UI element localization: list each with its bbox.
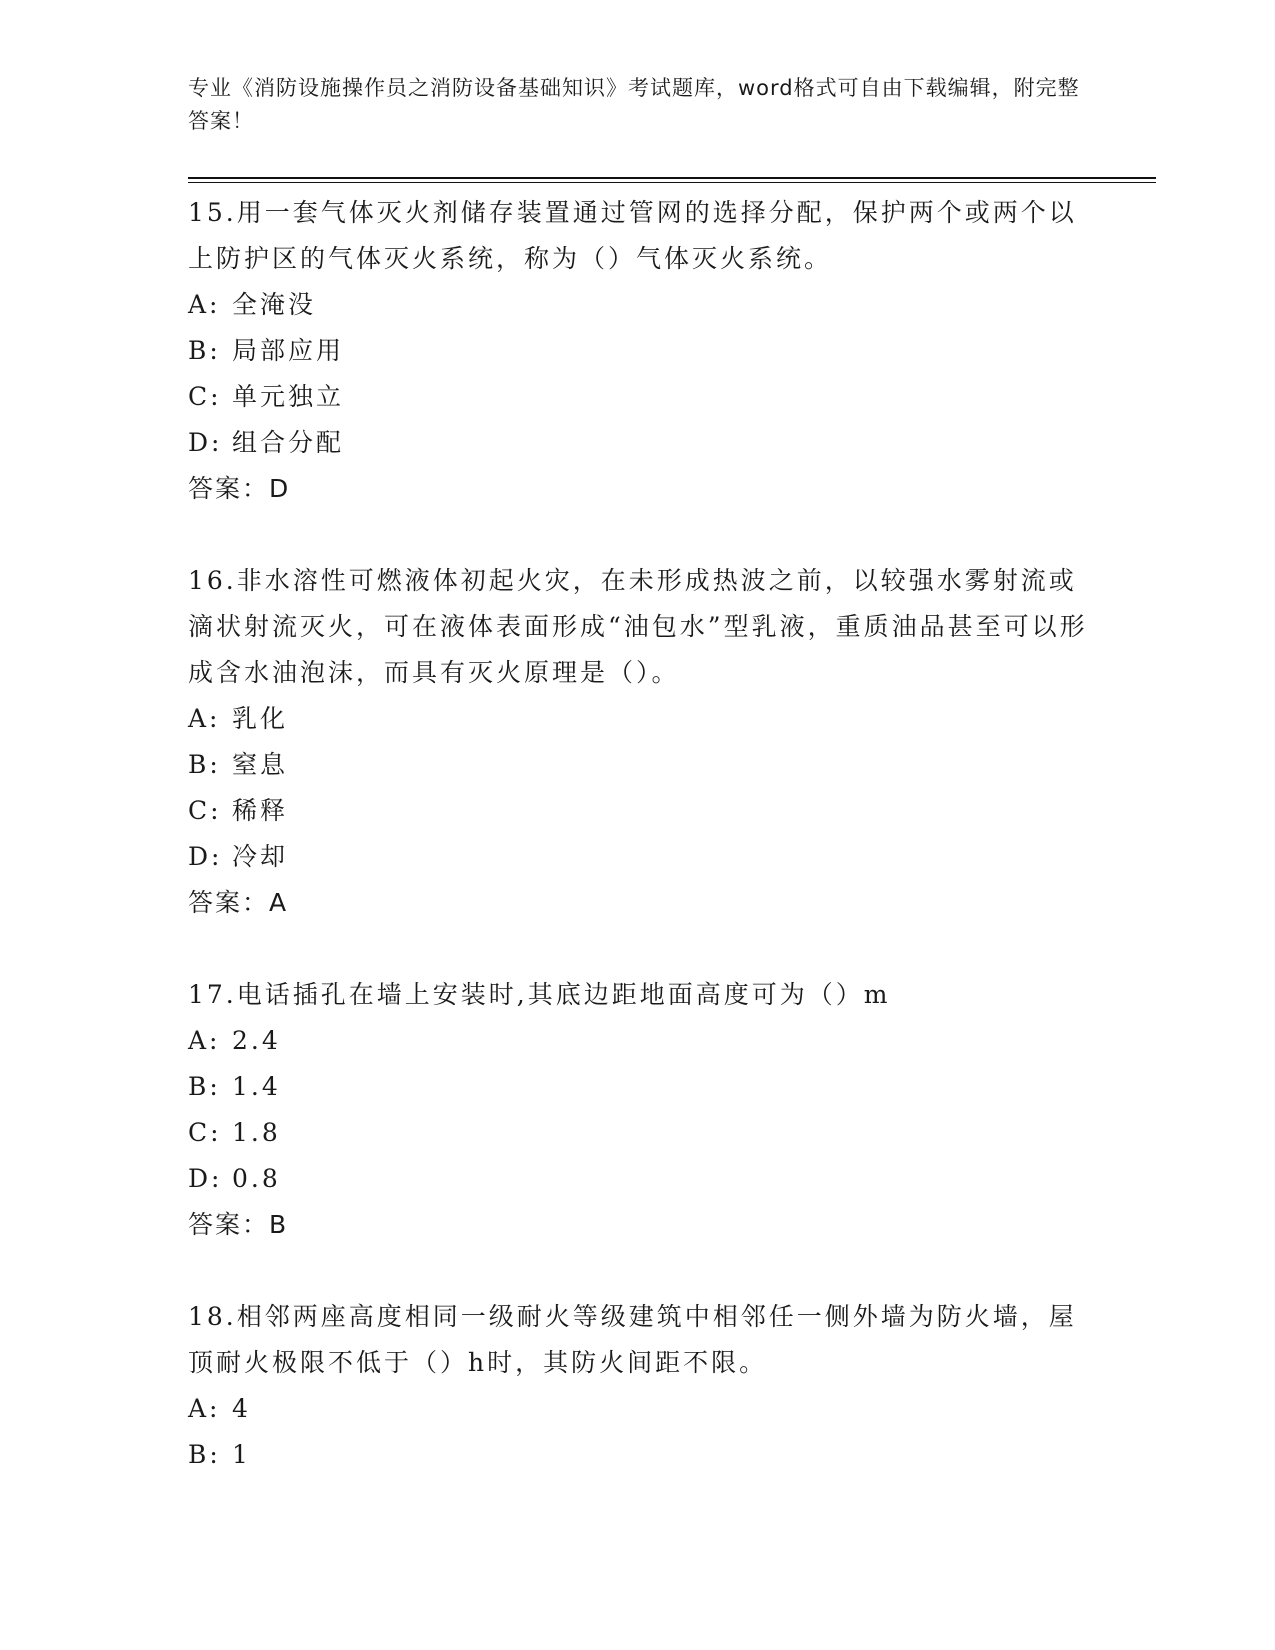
option-value: 4: [232, 1394, 251, 1423]
option-b: [188, 1432, 1088, 1478]
question-17: [188, 972, 1088, 1248]
option-d: [188, 834, 1088, 880]
option-value: 窒息: [232, 750, 289, 779]
option-value: 0.8: [232, 1164, 281, 1193]
question-text: 16.非水溶性可燃液体初起火灾，在未形成热波之前，以较强水雾射流或滴状射流灭火，可在液体表面形成“油包水”型乳液，重质油品甚至可以形成含水油泡沫，而具有灭火原理是（）。: [188, 566, 1088, 687]
option-value: 1.8: [232, 1118, 281, 1147]
option-b: [188, 742, 1088, 788]
option-c: [188, 788, 1088, 834]
option-key: C:: [188, 382, 222, 411]
option-value: 冷却: [232, 842, 289, 871]
option-value: 1.4: [232, 1072, 281, 1101]
option-key: B:: [188, 336, 221, 365]
header-divider-thick: [188, 177, 1156, 179]
option-key: A:: [188, 1026, 221, 1055]
option-d: [188, 420, 1088, 466]
question-18: [188, 1294, 1088, 1478]
question-16: [188, 558, 1088, 926]
option-a: [188, 282, 1088, 328]
option-b: [188, 328, 1088, 374]
option-key: A:: [188, 290, 221, 319]
question-text: 17.电话插孔在墙上安装时,其底边距地面高度可为（）m: [188, 980, 891, 1009]
option-value: 2.4: [232, 1026, 281, 1055]
option-a: [188, 1018, 1088, 1064]
option-key: C:: [188, 796, 222, 825]
question-text: 15.用一套气体灭火剂储存装置通过管网的选择分配，保护两个或两个以上防护区的气体灭火系统，称为（）气体灭火系统。: [188, 198, 1077, 273]
option-key: B:: [188, 750, 221, 779]
answer-line: 答案：A: [188, 888, 289, 917]
option-value: 乳化: [232, 704, 289, 733]
option-key: A:: [188, 1394, 221, 1423]
question-text: 18.相邻两座高度相同一级耐火等级建筑中相邻任一侧外墙为防火墙，屋顶耐火极限不低于（）h时，其防火间距不限。: [188, 1302, 1077, 1377]
option-key: B:: [188, 1440, 221, 1469]
option-key: D:: [188, 842, 223, 871]
document-header-intro: 专业《消防设施操作员之消防设备基础知识》考试题库，word格式可自由下载编辑，附完整答案！: [188, 76, 1080, 133]
option-value: 全淹没: [232, 290, 317, 319]
answer-line: 答案：B: [188, 1210, 289, 1239]
option-key: D:: [188, 1164, 223, 1193]
question-list: [188, 190, 1088, 1524]
answer-line: 答案：D: [188, 474, 291, 503]
option-key: A:: [188, 704, 221, 733]
option-value: 局部应用: [232, 336, 345, 365]
option-d: [188, 1156, 1088, 1202]
option-key: D:: [188, 428, 223, 457]
option-c: [188, 374, 1088, 420]
option-a: [188, 696, 1088, 742]
question-15: [188, 190, 1088, 512]
option-b: [188, 1064, 1088, 1110]
option-key: C:: [188, 1118, 222, 1147]
option-value: 组合分配: [232, 428, 345, 457]
option-key: B:: [188, 1072, 221, 1101]
option-c: [188, 1110, 1088, 1156]
option-value: 单元独立: [232, 382, 345, 411]
option-a: [188, 1386, 1088, 1432]
header-divider-thin: [188, 182, 1156, 183]
option-value: 1: [232, 1440, 251, 1469]
option-value: 稀释: [232, 796, 289, 825]
